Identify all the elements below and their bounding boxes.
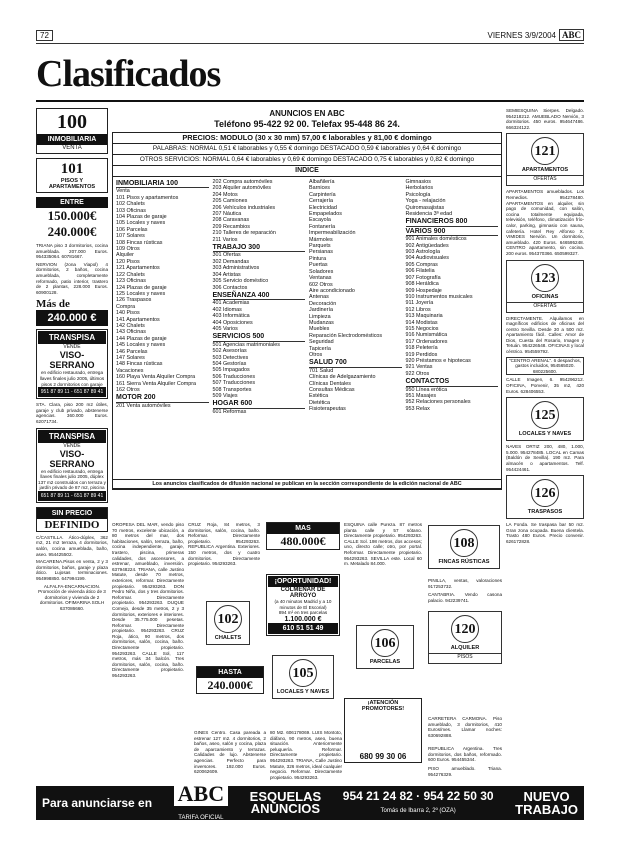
index-heading: FINANCIEROS 800 [406, 219, 499, 226]
mas-value: 240.000 € [36, 310, 108, 326]
ad-la-fonda: LA Fonda. Se traspasa bar 50 m2. Gran zona ocupada. Buena clientela. Trasto 480 Euros. Precio convenir. 626172828. [506, 522, 584, 544]
tile-102 [206, 601, 250, 645]
tile-102-number: 102 [214, 605, 242, 633]
index-item: 908 Heráldica [405, 281, 439, 288]
index-item: 509 Viajes [212, 393, 238, 399]
index-item: 126 Traspasos [116, 297, 152, 304]
tile-123-number: 123 [531, 264, 559, 292]
index-item: 302 Demandas [212, 258, 250, 265]
footer-address: Tomás de Ibarra 2, 2º (OZA) [380, 807, 456, 814]
index-item: 901 Animales domésticos [405, 236, 467, 243]
oport-price: 1.100.000 € [284, 615, 322, 623]
index-item: 919 Perdidos [405, 351, 438, 358]
tile-106 [356, 625, 414, 669]
index-item: Dietética [309, 399, 330, 406]
footer-nuevo: NUEVO [523, 789, 570, 804]
index-item: 147 Solares [116, 354, 145, 361]
footer-trabajo: TRABAJO [515, 802, 578, 817]
index-item: 123 Oficinas [116, 278, 146, 285]
index-item: 950 Línea erótica [405, 386, 448, 393]
price-otros: OTROS SERVICIOS: NORMAL 0,64 € laborables y 0,69 € domingo DESTACADO 0,75 € laborables y 0,82 € domingo [113, 155, 501, 166]
ad-republica: REPUBLICA Argentina. Tres dormitorios, dos baños, reformado. 600 Euros. 954455344. [428, 746, 502, 763]
entre-label: ENTRE [36, 197, 108, 208]
price-palabras: PALABRAS: NORMAL 0,51 € laborables y 0,55 € domingo DESTACADO 0,59 € laborables y 0,64 € domingo [113, 144, 501, 155]
index-item: 951 Masajes [405, 393, 437, 399]
abc-logo: ABC [559, 29, 584, 41]
tile-121-sub: OFERTAS [507, 175, 583, 182]
tile-106-label: PARCELAS [369, 659, 401, 665]
index-item: 105 Locales y naves [116, 220, 166, 227]
footer-cta: Para anunciarse en [42, 796, 153, 810]
index-item: 953 Relax [405, 405, 430, 412]
index-item: 922 Otros [405, 370, 430, 377]
index-item: 201 Venta automóviles [116, 402, 171, 409]
index-item: 104 Plazas de garaje [116, 214, 167, 221]
transpisa2-viso: VISO-SERRANO [49, 448, 95, 469]
transpisa-phone: 951 87 89 11 - 651 87 89 41 [38, 387, 106, 397]
tile-100 [36, 108, 108, 154]
index-item: Mármoles [309, 236, 333, 243]
index-item: 905 Compras [405, 261, 438, 268]
index-item: Venta [116, 188, 130, 195]
tile-120-sub: PISOS [429, 653, 501, 660]
index-item: Limpieza [309, 313, 331, 320]
index-item: 208 Caravanas [212, 217, 250, 224]
index-item: Pintura [309, 255, 327, 262]
index-item: Seguridad [309, 339, 334, 346]
transpisa-vende: VENDE [63, 344, 81, 351]
index-item: 211 Varios [212, 236, 238, 243]
index-item: 108 Fincas rústicas [116, 239, 163, 246]
center-column [112, 108, 502, 490]
index-item: Soladores [309, 268, 334, 275]
index-item: 148 Fincas rústicas [116, 361, 163, 368]
transpisa2-name: TRANSPISA [38, 430, 106, 443]
index-item: 102 Chalets [116, 201, 145, 208]
index-heading: HOGAR 600 [213, 401, 306, 408]
index-item: 903 Astrología [405, 249, 440, 256]
index-item: 122 Chalets [116, 271, 145, 278]
sin-precio-box [36, 507, 108, 532]
index-item: 140 Pisos [116, 310, 140, 317]
index-item: Reparación Electrodomésticos [309, 332, 383, 339]
index-item: 209 Recambios [212, 223, 250, 230]
index-list [113, 177, 501, 479]
ad-oropesa: OROPESA DEL MAR, vendo piso 70 metros, excelente ubicación, a 80 metros del mar, dos habitaciones, salón, terraza, baño, cocina independiente, garaje, trastero, piscina, primeras calidades, dos ascensores, a estrenar, amueblado, inversión. 637948224. TRIANA, calle Justino Matute, desde 70 metros, exteriores, reformar. Directamente propietario. 954293263. DON Pedro Niño, dos y tres dormitorios. Reformar. Directamente propietario. 954293263. DUQUE Cornejo, desde 35 metros, 2 y 3 dormitorios, exteriores e interiores. Desde 35.775.000 pesetas. Reformar. Directamente propietario. 954293263. CRUZ Roja, ático, 90 metros, dos dormitorios, salón, cocina, baño. Directamente propietario. 954293263. CALLE Sol, 117 metros, más 34 balcón. Tres dormitorios, salón, cocina, baño. Directamente propietario. 954293263. [112, 522, 184, 679]
index-item: 125 Locales y naves [116, 290, 166, 297]
sin-precio-def: DEFINIDO [44, 518, 100, 531]
index-item: Persianas [309, 249, 333, 256]
index-item: 207 Náutica [212, 211, 242, 218]
index-item: 502 Asesorías [212, 348, 247, 355]
oport-phone: 610 51 51 49 [268, 623, 338, 634]
index-item: 124 Plazas de garaje [116, 284, 167, 291]
transpisa-ad [36, 329, 108, 399]
promot-phone: 680 99 30 06 [359, 752, 407, 761]
entre-a: 150.000€ [47, 208, 97, 223]
ad-centro-arenal: "CENTRO ARENAL". 6 despachos, gastos incluidos, 954565020. 680225600. [506, 357, 584, 376]
tile-108-number: 108 [450, 529, 478, 557]
date-info [488, 30, 585, 40]
ad-apartamentos: APARTAMENTOS amueblados. Los Remedios. 954278480. APARTAMENTOS en alquiler, sin pago de comunidad, con salón, cocina totalmente equipada, televisión, teléfono, climatización frío-calor, parking, gimnasio con sauna, cafetería. Hotel Rey Alfonso X. VIMIDES Nervión. Un dormitorio, amueblado. 420 Euros. 646595248. CENTRO apartamento, sin cocina. 200 euros. 954370366. 650599327. [506, 189, 584, 256]
tile-108-label: FINCAS RÚSTICAS [438, 559, 490, 565]
index-item: Consultas Médicas [309, 387, 355, 393]
tile-102-label: CHALETS [214, 635, 242, 641]
oport-place: COLMENAR DE ARROYO [280, 587, 326, 599]
index-heading: ENSEÑANZA 400 [213, 293, 306, 300]
index-heading: SALUD 700 [309, 360, 402, 367]
index-item: 303 Administrativos [212, 265, 260, 272]
section-title: Clasificados [36, 53, 221, 95]
tile-120-number: 120 [451, 615, 479, 643]
index-item: Jardinería [309, 307, 333, 314]
index-item: Escayola [309, 217, 331, 224]
ad-gines: GINES Centro. Casa pareada a estrenar 127 m2. 4 dormitorios, 2 baños, aseo, salón y cocina, plaza de aparcamiento y terrazas. Calidades de lujo. Abstenerse agencias. Perfecto para inversores. 192.000 Euros. 620062609. [194, 730, 266, 775]
index-item: 506 Traducciones [212, 373, 256, 380]
index-item: Yoga - relajación [405, 198, 446, 205]
index-item: 904 Audiovisuales [405, 255, 449, 262]
tile-101 [36, 158, 108, 193]
index-item: 906 Filatelia [405, 268, 435, 275]
index-item: 401 Academias [212, 300, 250, 307]
index-item: Cerrajería [309, 198, 333, 205]
mas-480-label: MAS [267, 523, 339, 534]
index-item: 103 Oficinas [116, 207, 146, 214]
mas-box [36, 298, 108, 326]
index-item: Decoración [309, 300, 337, 307]
index-heading: MOTOR 200 [116, 395, 209, 402]
contact-phones: Teléfono 95-422 92 00. Telefax 95-448 86 24. [214, 119, 400, 129]
index-heading: VARIOS 900 [406, 229, 499, 236]
index-item: Antenas [309, 294, 329, 301]
index-item: 202 Compra automóviles [212, 179, 273, 185]
ad-pinilla: PINILLA, ventas, valoraciones 917253732. [428, 578, 502, 589]
footer-abc [174, 782, 228, 824]
footer-tarifa: TARIFA OFICIAL [178, 815, 224, 821]
tile-121-label: APARTAMENTOS [521, 167, 569, 174]
index-item: Tapicería [309, 345, 331, 352]
ad-oficinas: DIRECTAMENTE. Alquilamos en magníficos edificios de oficinas del centro Sevilla. Desde 30 a 500 m2. Apartamiento fácil. Calles: Amor de Dios, Cuesta del Rosario, Imagen y Tetuán. 954226548. OFICINAS y local céntrico. 954559792. [506, 315, 584, 355]
index-item: 210 Talleres de reparación [212, 230, 276, 237]
index-item: Clínicas de Adelgazamiento [309, 374, 376, 381]
index-item: 161 Sierra Venta Alquiler Compra [116, 380, 197, 387]
tile-120-label: ALQUILER [450, 645, 480, 651]
index-item: 402 Idiomas [212, 306, 242, 313]
transpisa-ad-2 [36, 428, 108, 503]
index-item: Gimnasios [405, 179, 431, 185]
index-item: 911 Joyería [405, 300, 434, 307]
tile-123 [506, 260, 584, 313]
footer-nuevo-trabajo [515, 790, 578, 816]
tile-121 [506, 133, 584, 186]
mas-label: Más de [36, 298, 70, 311]
index-item: 405 Varios [212, 325, 238, 332]
mas-480-value: 480.000€ [280, 534, 326, 548]
sin-precio-label: SIN PRECIO [37, 508, 107, 519]
index-item: Alquiler [116, 252, 134, 259]
tile-108 [428, 525, 500, 569]
index-item: Fontanería [309, 223, 336, 230]
transpisa2-desc: en edificio restaurado, entrega llaves finales julio 2005, dúplex 137 m2 construidos con terraza y jardín privado de 87 m2, piscina [38, 468, 106, 491]
index-item: 120 Pisos [116, 258, 140, 265]
footer-esquelas [250, 791, 322, 815]
transpisa2-phone: 651 87 89 11 - 651 87 89 41 [38, 491, 106, 501]
tile-125-label: LOCALES Y NAVES [518, 431, 572, 438]
indice-heading: INDICE [113, 166, 501, 177]
footer-phone-numbers: 954 21 24 82 · 954 22 50 30 [342, 788, 494, 803]
footer-phones [343, 790, 494, 817]
ad-castilla: C/CASTILLA. Ático-dúplex, 362 m2, 21 m2 terraza, 4 dormitorios, salón, cocina amueblada, baño, aseo. 954425502. [36, 534, 108, 557]
tile-125-number: 125 [531, 401, 559, 429]
tile-105-number: 105 [289, 659, 317, 687]
index-heading: INMOBILIARIA 100 [116, 181, 209, 188]
index-item: 601 Reformas [212, 408, 247, 415]
tile-100-label: INMOBILIARIA [37, 134, 107, 145]
hasta-box [196, 666, 264, 694]
index-item: 952 Relaciones personales [405, 399, 471, 406]
index-item: 404 Oposiciones [212, 319, 253, 326]
tile-101-l1: PISOS Y [60, 178, 84, 184]
ad-80m2: 80 M2. 606178069. LUIS Montoto, diáfano, 90 metros, aseo, buena situación. Anteriormente peluquería. Reformar. Directamente propietario. 954293263. TRIANA, Calle Justino Matute, 326 metros, ideal cualquier negocio. Reformar. Directamente propietario. 954293263. [270, 730, 342, 780]
index-item: 146 Parcelas [116, 348, 148, 355]
right-column [506, 108, 584, 545]
tile-126-number: 126 [531, 479, 559, 507]
ad-calle-imagen: CALLE Imagen, 6. 954296212. OFICINA, Porvenir, 35 m2, 420 Euros. 628406553. [506, 377, 584, 394]
index-item: Herbolarios [405, 185, 434, 192]
ad-macarena: MACARENA.Pisos en venta, 2 y 3 dormitorios, baños, garaje y plaza ático. Lujosas terminaciones. 954998850. 647994199. [36, 559, 108, 582]
index-item: 918 Peletería [405, 345, 438, 352]
index-item: 109 Otros [116, 246, 140, 253]
index-item: 106 Parcelas [116, 226, 148, 233]
index-item: 205 Camiones [212, 198, 248, 205]
footer-anuncios-label: ANUNCIOS [250, 801, 321, 816]
index-item: 144 Plazas de garaje [116, 335, 167, 342]
tile-105 [272, 655, 334, 699]
index-item: Barnices [309, 185, 330, 192]
index-item: 107 Solares [116, 233, 145, 240]
index-item: 902 Antigüedades [405, 242, 449, 249]
issue-date: VIERNES 3/9/2004 [487, 31, 556, 40]
index-item: Compra [116, 303, 136, 310]
tile-126-label: TRASPASOS [527, 509, 563, 516]
tile-121-number: 121 [531, 137, 559, 165]
index-item: Fisioterapeutas [309, 406, 346, 413]
index-item: 121 Apartamentos [116, 265, 160, 272]
index-item: Puertas [309, 262, 328, 269]
index-item: 206 Vehículos industriales [212, 204, 276, 211]
index-item: 602 Otros [309, 281, 333, 288]
index-item: 917 Ordenadores [405, 338, 448, 345]
transpisa-viso: VISO-SERRANO [49, 350, 95, 371]
index-footer: Los anuncios clasificados de difusión nacional se publican en la sección correspondiente de la edición nacional de ABC [113, 479, 501, 489]
oport-title: ¡OPORTUNIDAD! [268, 576, 338, 587]
tile-123-sub: OFERTAS [507, 302, 583, 309]
index-item: Ventanas [309, 275, 332, 282]
tile-101-number: 101 [60, 161, 84, 177]
index-item: 142 Chalets [116, 322, 145, 329]
hasta-label: HASTA [197, 667, 263, 678]
index-item: 304 Artistas [212, 271, 241, 278]
index-item: Impermeabilización [309, 230, 356, 237]
index-item: 913 Maquinaria [405, 313, 443, 320]
ad-right-top: SEMIESQUINA Sierpes. Delgado. 954218212. AMUEBLADO Nervión, 3 dormitorios. 450 euros. 954647486. 666324122. [506, 108, 584, 130]
index-item: 101 Pisos y apartamentos [116, 194, 179, 201]
index-item: Aire acondicionado [309, 287, 355, 294]
ad-naves: NAVES ORTIZ 200, 480, 1.000, 5.000. 954278485. LOCAL en Camas (Baldón de Sevilla). 190 m2. Para almacén o apartamentos. Telf. 954424461. [506, 444, 584, 472]
index-item: 909 Hospedaje [405, 287, 442, 294]
index-item: 912 Libros [405, 306, 431, 313]
hasta-value: 240.000€ [207, 678, 253, 692]
ad-alfalfa: ALFALFA-ENCARNACION. Promoción de vivienda ático de 3 dormitorios y vivienda de 2 dormitorios. OFIMARINA SOLH 637086660. [38, 583, 106, 611]
index-item: Vacaciones [116, 367, 144, 374]
price-modulo: PRECIOS: MODULO (30 x 30 mm) 57,00 € laborables y 81,00 € domingo [113, 133, 501, 144]
index-item: 920 Préstamos e hipotecas [405, 357, 471, 364]
index-item: 145 Locales y naves [116, 342, 166, 349]
oport-desc: 894 m² en tres parcelas [278, 610, 328, 616]
index-item: Clínicas Dentales [309, 380, 351, 387]
promot-title: ¡ATENCIÓN PROMOTORES! [361, 700, 405, 712]
top-bar [36, 30, 584, 44]
index-item: Psicología [405, 191, 431, 198]
title-divider [36, 100, 584, 102]
index-item: 907 Fotografía [405, 274, 441, 281]
index-item: 701 Salud [309, 367, 334, 374]
footer-esquelas-label: ESQUELAS [249, 789, 322, 804]
index-item: Otros [309, 351, 323, 358]
ad-nervion: NERVION (zona Viapol) 4 dormitorios, 2 baños, cocina amueblada, completamente reformado, patio interior, trastero de 2 plantas, 228.000 Euros. 60900128. [36, 261, 108, 295]
index-item: 508 Transportes [212, 386, 252, 393]
ad-piso-triana: PISO amueblado. Triana. 954276329. [428, 766, 502, 777]
index-item: Parquets [309, 243, 331, 250]
index-item: 916 Numismática [405, 332, 448, 339]
transpisa-name: TRANSPISA [38, 331, 106, 344]
index-item: 204 Motos [212, 191, 238, 198]
index-item: 403 Informática [212, 313, 250, 320]
oport-where: (a 40 minutos Madrid y a 10 minutos de El Escorial) [274, 599, 332, 610]
page-number: 72 [36, 30, 53, 41]
index-item: Albañilería [309, 179, 335, 185]
ad-cruz-roja: CRUZ Roja, 84 metros, 3 dormitorios, salón, cocina, baño. Reformar. Directamente propietario. 954293263. REPUBLICA Argentina. Exteriores. 150 metros, dos y cuatro dormitorios. Directamente propietario. 954293263. [188, 522, 260, 567]
tile-106-number: 106 [371, 629, 399, 657]
footer-abc-logo: ABC [174, 781, 228, 806]
tile-100-number: 100 [57, 111, 87, 133]
index-item: 306 Contactos [212, 284, 248, 291]
index-item: Mudanzas [309, 319, 334, 326]
entre-box [36, 197, 108, 240]
tile-125 [506, 397, 584, 441]
index-item: Residencia 3ª edad [405, 211, 453, 218]
index-item: 301 Ofertas [212, 252, 241, 259]
index-item: 162 Otros [116, 387, 140, 393]
transpisa2-vende: VENDE [63, 442, 81, 449]
anuncios-heading: ANUNCIOS EN ABC [269, 109, 345, 118]
index-item: Quiromasajistas [405, 204, 445, 211]
index-item: 921 Ventas [405, 364, 433, 371]
promotores-ad [344, 698, 422, 763]
ad-sta-clara: STA. Clara, piso 200 m2 útiles, garaje y club privado, abstenerse agencias. 360.000 Euros. 62071734. [36, 402, 108, 424]
tile-101-l2: APARTAMENTOS [48, 184, 96, 190]
index-item: 160 Playa Venta Alquiler Compra [116, 374, 196, 381]
index-item: 914 Modistas [405, 319, 438, 326]
ad-triana: TRIANA piso 3 dormitorios, cocina amueblada. 207.000 Euros. 954335064. 60781667. [36, 243, 108, 260]
tile-100-sub: VENTA [62, 145, 82, 151]
index-item: 504 Gestorías [212, 360, 247, 367]
oportunidad-ad [266, 574, 340, 636]
index-item: Estética [309, 393, 329, 400]
index-item: Empapelados [309, 211, 342, 218]
footer-banner [36, 781, 584, 821]
index-item: 141 Apartamentos [116, 316, 160, 323]
entre-b: 240.000€ [47, 224, 97, 239]
index-item: Carpintería [309, 191, 336, 198]
tile-105-label: LOCALES Y NAVES [276, 689, 330, 695]
ad-carretera-carmona: CARRETERA CARMONA. Piso amueblado, 3 dormitorios, 410 Euros/mes. Llamar noches: 630692888. [428, 716, 502, 738]
tile-120 [428, 611, 502, 664]
price-table [112, 132, 502, 490]
index-item: 501 Agencias matrimoniales [212, 341, 280, 348]
mas-480-box [266, 522, 340, 550]
index-item: 203 Alquiler automóviles [212, 185, 271, 192]
index-item: 507 Traducciones [212, 380, 256, 387]
ad-cantabria: CANTABRIA. Vendo casona palacio. 942239741. [428, 592, 502, 603]
index-item: Electricidad [309, 204, 337, 211]
index-heading: CONTACTOS [406, 379, 499, 386]
ad-esquina-pureza: ESQUINA calle Pureza. 87 metros planta calle y 57 sótano. Directamente propietario. 954293263. CALLE Sol. 198 metros, dos accesos; uno, directo calle; otro, por portal. Reformar. Directamente propietario. 954293263. SEVILLA este. Local 60 m. Metalado 84.000. [344, 522, 422, 567]
index-item: 503 Detectives [212, 354, 249, 361]
index-heading: SERVICIOS 500 [213, 334, 306, 341]
left-column [36, 108, 108, 612]
index-item: Muebles [309, 326, 330, 333]
index-item: 305 Servicio doméstico [212, 278, 269, 285]
index-item: 915 Negocios [405, 325, 439, 332]
index-heading: TRABAJO 300 [213, 245, 306, 252]
transpisa-desc: en edificio restaurado, entrega llaves finales julio 2005, últimos pisos 2 dormitorios con garaje [39, 370, 105, 387]
tile-123-label: OFICINAS [531, 293, 559, 300]
index-item: 910 Instrumentos musicales [405, 293, 473, 300]
tile-126 [506, 475, 584, 519]
index-item: 143 Oficinas [116, 329, 146, 336]
index-item: 505 Impagados [212, 367, 250, 374]
